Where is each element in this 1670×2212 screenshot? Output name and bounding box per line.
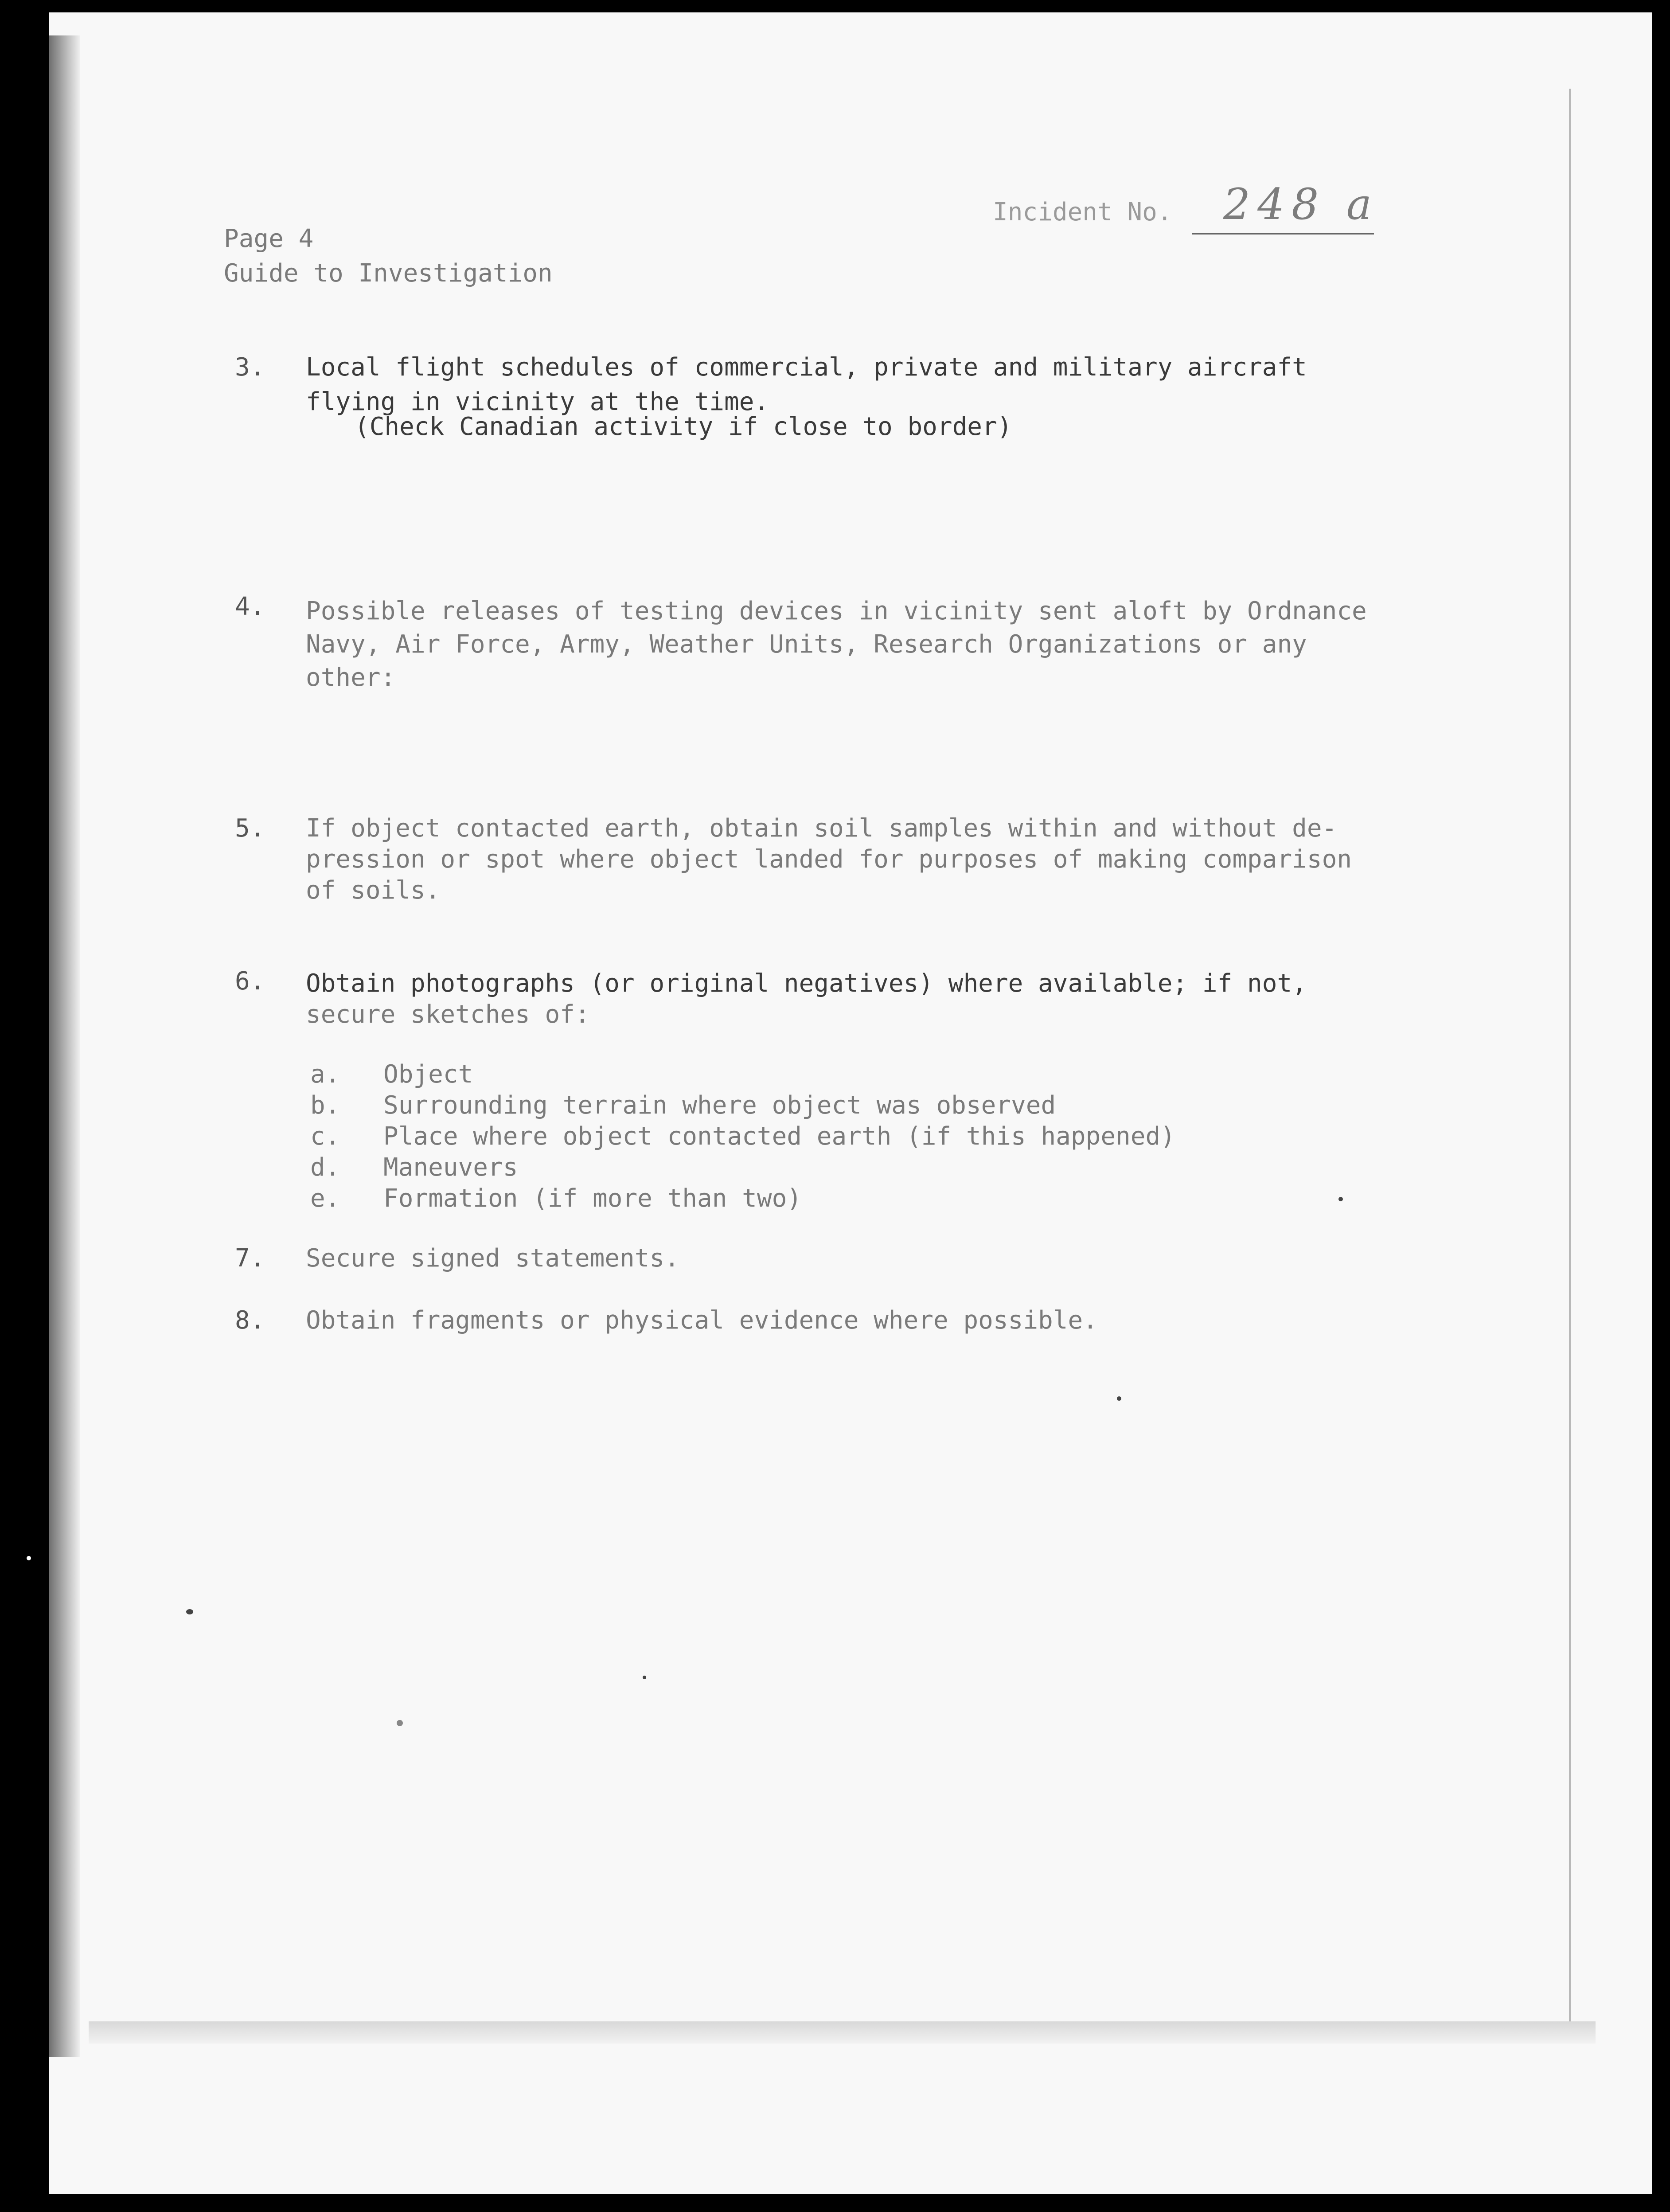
page-shadow-edge — [49, 35, 80, 2057]
incident-label: Incident No. — [993, 198, 1172, 227]
film-border-left — [0, 0, 49, 2212]
item-number-4: 4. — [235, 592, 265, 621]
page-label: Page 4 — [224, 224, 314, 253]
film-border-right — [1652, 0, 1670, 2212]
dust-speck — [397, 1720, 403, 1726]
dust-speck — [1338, 1197, 1343, 1201]
item-3-line-2: flying in vicinity at the time. — [306, 387, 769, 416]
subitem-letter-c: c. — [310, 1122, 340, 1151]
item-4-line-1: Possible releases of testing devices in vicinity sent aloft by Ordnance — [306, 597, 1367, 625]
subitem-text-b: Surrounding terrain where object was observed — [383, 1091, 1056, 1120]
subitem-letter-d: d. — [310, 1153, 340, 1182]
item-3-line-1: Local flight schedules of commercial, private and military aircraft — [306, 353, 1307, 382]
item-4-line-3: other: — [306, 663, 396, 692]
film-notch-top — [1046, 0, 1050, 12]
dust-speck — [27, 1556, 31, 1560]
subitem-text-c: Place where object contacted earth (if this happened) — [383, 1122, 1175, 1151]
item-number-7: 7. — [235, 1244, 265, 1273]
film-border-top — [0, 0, 1670, 12]
item-7-line-1: Secure signed statements. — [306, 1244, 679, 1273]
item-8-line-1: Obtain fragments or physical evidence where possible. — [306, 1306, 1098, 1335]
item-6-line-2: secure sketches of: — [306, 1000, 590, 1029]
item-number-6: 6. — [235, 967, 265, 996]
item-5-line-2: pression or spot where object landed for purposes of making comparison — [306, 845, 1352, 874]
subitem-text-e: Formation (if more than two) — [383, 1184, 802, 1213]
dust-speck — [186, 1609, 193, 1614]
item-number-3: 3. — [235, 353, 265, 382]
incident-number: 248 a — [1223, 180, 1379, 229]
dust-speck — [643, 1676, 646, 1679]
subitem-text-a: Object — [383, 1060, 473, 1089]
film-border-bottom — [0, 2194, 1670, 2212]
dust-speck — [1117, 1396, 1121, 1401]
incident-number-underline — [1192, 233, 1374, 234]
subitem-letter-e: e. — [310, 1184, 340, 1213]
page-right-edge — [1569, 89, 1571, 2030]
item-4-line-2: Navy, Air Force, Army, Weather Units, Research Organizations or any — [306, 630, 1307, 659]
item-3-line-3: (Check Canadian activity if close to border) — [355, 412, 1012, 441]
item-number-8: 8. — [235, 1306, 265, 1335]
subitem-letter-b: b. — [310, 1091, 340, 1120]
page-bottom-fold — [89, 2021, 1596, 2044]
item-5-line-1: If object contacted earth, obtain soil samples within and without de- — [306, 814, 1337, 843]
item-6-line-1: Obtain photographs (or original negatives) where available; if not, — [306, 969, 1307, 998]
document-subtitle: Guide to Investigation — [224, 259, 553, 288]
subitem-letter-a: a. — [310, 1060, 340, 1089]
item-number-5: 5. — [235, 814, 265, 843]
subitem-text-d: Maneuvers — [383, 1153, 518, 1182]
item-5-line-3: of soils. — [306, 876, 441, 905]
